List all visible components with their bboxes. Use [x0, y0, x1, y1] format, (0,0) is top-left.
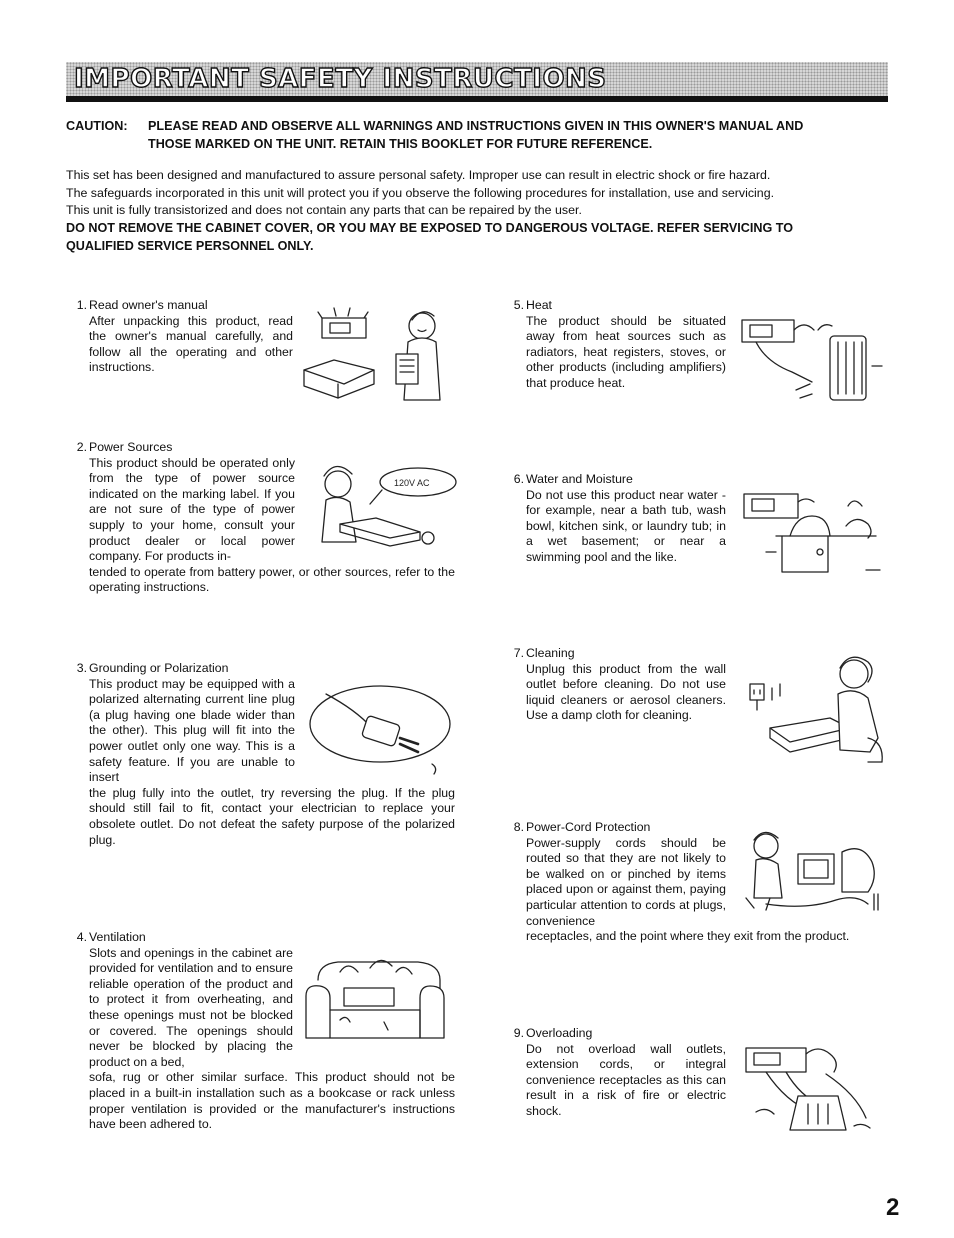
item-title: Cleaning	[526, 646, 575, 660]
warning-line-1: DO NOT REMOVE THE CABINET COVER, OR YOU MAY BE EXPOSED TO DANGEROUS VOLTAGE. REFER SERVICING TO	[66, 221, 794, 235]
item-body: This product should be operated only from the type of power source indicated on the marking label. If you are not sure of the type of power supply to your home, consult your product dealer or local power company. For products in-	[89, 455, 295, 564]
item-title: Water and Moisture	[526, 472, 633, 486]
warning-line-2: QUALIFIED SERVICE PERSONNEL ONLY.	[66, 238, 314, 253]
power-sources-illustration	[310, 454, 458, 562]
intro-line-1: This set has been designed and manufactured to assure personal safety. Improper use can result in electric shock or fire hazard.	[66, 168, 771, 182]
item-title: Power-Cord Protection	[526, 820, 651, 834]
item-body: This product may be equipped with a polarized alternating current line plug (a plug having one blade wider than the other). This plug will fit into the power outlet only one way. This is a safety feature. If you are unable to insert	[89, 676, 295, 785]
item-number: 6.	[513, 472, 524, 486]
caution-line-1: PLEASE READ AND OBSERVE ALL WARNINGS AND INSTRUCTIONS GIVEN IN THIS OWNER'S MANUAL AND	[148, 119, 804, 133]
item-title: Grounding or Polarization	[89, 661, 229, 675]
item-title: Read owner's manual	[89, 298, 208, 312]
item-body: The product should be situated away from heat sources such as radiators, heat registers, stoves, or other products (including amplifiers) that produce heat.	[526, 313, 726, 390]
item-title: Ventilation	[89, 930, 146, 944]
intro-line-3: This unit is fully transistorized and does not contain any parts that can be repaired by the user.	[66, 203, 582, 217]
item-body: Power-supply cords should be routed so that they are not likely to be walked on or pinched by items placed upon or against them, paying particular attention to cords at plugs, convenience	[526, 835, 726, 928]
caution-notice	[66, 117, 896, 153]
intro-line-2: The safeguards incorporated in this unit will protect you if you observe the following procedures for installation, use and servicing.	[66, 185, 775, 200]
instruction-item-9	[513, 1026, 726, 1120]
intro-paragraph	[66, 167, 896, 220]
heat-source-illustration	[736, 306, 888, 410]
item-title: Heat	[526, 298, 552, 312]
instruction-item-7	[513, 646, 726, 724]
warning-notice	[66, 220, 896, 255]
item-number: 9.	[513, 1026, 524, 1040]
sofa-ventilation-illustration	[300, 950, 450, 1046]
water-moisture-illustration	[736, 480, 888, 580]
caution-line-2: THOSE MARKED ON THE UNIT. RETAIN THIS BOOKLET FOR FUTURE REFERENCE.	[148, 137, 653, 151]
item-body: Slots and openings in the cabinet are provided for ventilation and to ensure reliable operation of the product and to protect it from overheating, and these openings must not be blocked or covered. The openings should never be blocked by placing the product on a bed,	[89, 945, 293, 1069]
title-bar	[66, 62, 888, 102]
page-number: 2	[886, 1194, 900, 1221]
polarized-plug-illustration	[306, 684, 456, 780]
item-number: 1.	[76, 298, 87, 312]
item-number: 8.	[513, 820, 524, 834]
item-body-continued: tended to operate from battery power, or other sources, refer to the operating instructions.	[89, 564, 455, 595]
overloading-illustration	[736, 1034, 888, 1138]
item-number: 2.	[76, 440, 87, 454]
item-number: 4.	[76, 930, 87, 944]
item-title: Power Sources	[89, 440, 173, 454]
instruction-item-1	[76, 298, 293, 376]
item-body: Unplug this product from the wall outlet before cleaning. Do not use liquid cleaners or aerosol cleaners. Use a damp cloth for cleaning.	[526, 661, 726, 723]
item-body: After unpacking this product, read the owner's manual carefully, and follow all the operating and other instructions.	[89, 313, 293, 375]
item-body-continued: sofa, rug or other similar surface. This product should not be placed in a built-in installation such as a bookcase or rack unless proper ventilation is provided or the manufacturer's instructions have been adhered to.	[89, 1070, 455, 1132]
caution-label: CAUTION:	[66, 119, 128, 133]
instruction-item-6	[513, 472, 726, 566]
instruction-item-5	[513, 298, 726, 392]
item-number: 5.	[513, 298, 524, 312]
item-number: 7.	[513, 646, 524, 660]
item-body-continued: receptacles, and the point where they exit from the product.	[526, 929, 850, 944]
item-body-continued: the plug fully into the outlet, try reversing the plug. If the plug should still fail to fit, contact your electrician to replace your obsolete outlet. Do not defeat the safety purpose of the polarized plug.	[89, 785, 455, 847]
item-title: Overloading	[526, 1026, 593, 1040]
reading-manual-illustration	[300, 300, 460, 404]
page-title: IMPORTANT SAFETY INSTRUCTIONS	[74, 64, 607, 94]
voltage-label: 120V AC	[394, 478, 430, 488]
item-body: Do not use this product near water - for example, near a bath tub, wash bowl, kitchen sink, or laundry tub; in a wet basement; or near a swimming pool and the like.	[526, 487, 726, 564]
power-cord-illustration	[736, 824, 888, 920]
item-body: Do not overload wall outlets, extension cords, or integral convenience receptacles as this can result in a risk of fire or electric shock.	[526, 1041, 726, 1118]
item-number: 3.	[76, 661, 87, 675]
cleaning-illustration	[742, 648, 888, 766]
